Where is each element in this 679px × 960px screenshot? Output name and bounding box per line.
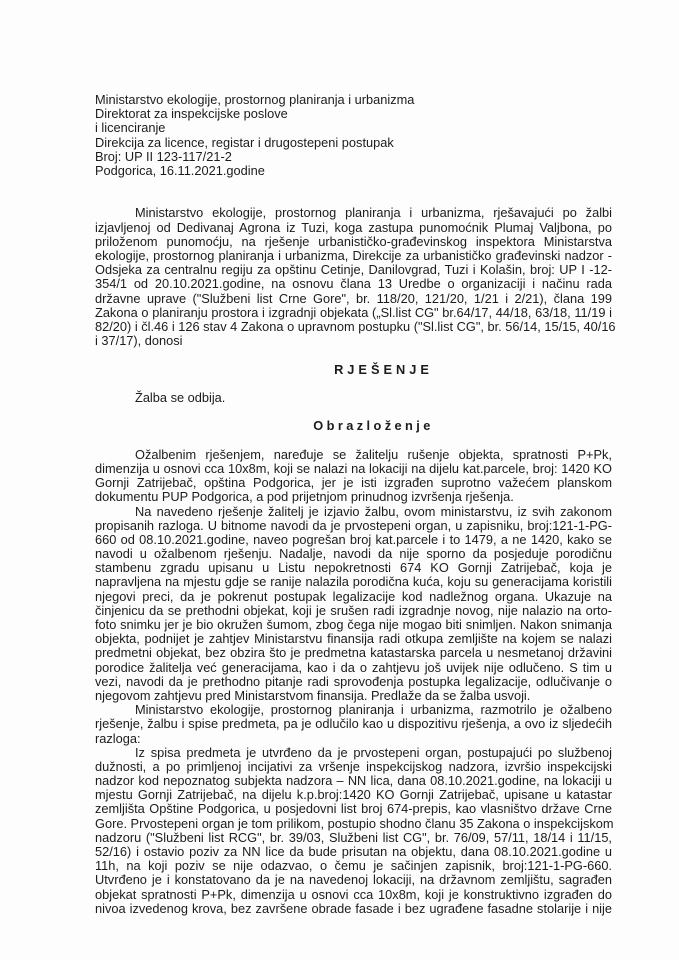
text-line: nadzor kod nepoznatog subjekta nadzora – NN lica, dana 08.10.2021.godine, na lokaciji u: [95, 773, 612, 789]
letterhead-line: Direktorat za inspekcijske poslove: [95, 106, 288, 122]
text-line: Odsjeka za centralnu regiju za opštinu Cetinje, Danilovgrad, Tuzi i Kolašin, broj: UP I -12-: [95, 262, 612, 278]
text-line: i 37/17), donosi: [95, 333, 183, 349]
text-line: 82/20) i čl.46 i 126 stav 4 Zakona o upravnom postupku ("Sl.list CG", br. 56/14, 15/15, 40/16: [95, 318, 616, 334]
text-line: zemljišta Opštine Podgorica, u posjedovni list broj 674-prepis, kao vlasništvo države Crne: [95, 801, 612, 817]
text-line: foto snimku jer je bio okružen šumom, zbog čega nije mogao biti snimljen. Nakon snimanja: [95, 617, 612, 633]
text-line: Ožalbenim rješenjem, naređuje se žalitelju rušenje objekta, spratnosti P+Pk,: [135, 446, 612, 462]
text-line: napravljena na mjestu gdje se ranije nalazila porodična kuća, koju su generacijama koristili: [95, 574, 612, 590]
text-line: Gore. Prvostepeni organ je tom prilikom, postupio shodno članu 35 Zakona o inspekcijskom: [95, 815, 614, 831]
text-line: Iz spisa predmeta je utvrđeno da je prvostepeni organ, postupajući po službenoj: [135, 744, 612, 760]
decision-title: RJEŠENJE: [334, 361, 433, 377]
intro-paragraph: [95, 205, 616, 349]
letterhead-line: Direkcija za licence, registar i drugostepeni postupak: [95, 134, 394, 150]
text-line: objekta, podnijet je zahtjev Ministarstvu finansija radi otkupa zemljište na kojem se nalazi: [95, 631, 612, 647]
text-line: dužnosti, a po primljenoj incijativi za vršenje inspekcijskog nadzora, izvršio inspekcijski: [95, 758, 612, 774]
text-line: 11h, na koji poziv se nije odazvao, o čemu je sačinjen zapisnik, broj:121-1-PG-660.: [95, 858, 612, 874]
text-line: Ministarstvo ekologije, prostornog planiranja i urbanizma, rješavajući po žalbi: [135, 205, 612, 221]
text-line: objekat spratnosti P+Pk, dimenzija u osnovi cca 10x8m, koji je konstruktivno izgrađen do: [95, 886, 612, 902]
text-line: dimenzija u osnovi cca 10x8m, koji se nalazi na lokaciji na dijelu kat.parcele, broj: 1420 KO: [95, 460, 612, 476]
text-line: stambenu zgradu upisanu u Listu nepokretnosti 674 KO Gornji Zatrijebač, koja je: [95, 560, 612, 576]
letterhead-line: Broj: UP II 123-117/21-2: [95, 148, 232, 164]
decision-text: Žalba se odbija.: [135, 390, 226, 405]
text-line: rješenje, žalbu i spise predmeta, pa je odlučilo kao u dispozitivu rješenja, a ovo iz sljedećih: [95, 716, 612, 732]
text-line: 52/16) i ostavio poziv za NN lice da bude prisutan na objektu, dana 08.10.2021.godine u: [95, 844, 612, 860]
text-line: Zakona o planiranju prostora i izgradnji objekata („Sl.list CG" br.64/17, 44/18, 63/18, 11/19 i: [95, 304, 612, 320]
paragraph: [95, 505, 612, 704]
letterhead: [95, 93, 612, 178]
text-line: nivoa izvedenog krova, bez završene obrade fasade i bez ugrađene fasadne stolarije i nije: [95, 900, 612, 916]
letterhead-line: Ministarstvo ekologije, prostornog planiranja i urbanizma: [95, 92, 415, 107]
letterhead-line: Podgorica, 16.11.2021.godine: [95, 162, 265, 178]
text-line: dokumentu PUP Podgorica, a pod prijetnjom prinudnog izvršenja rješenja.: [95, 489, 514, 505]
text-line: činjenicu da se prethodni objekat, koji je srušen radi izgradnje novog, nije nalazio na orto-: [95, 602, 612, 618]
letterhead-line: i licenciranje: [95, 120, 166, 136]
text-line: njegovom zahtjevu pred Ministarstvom finansija. Predlaže da se žalba usvoji.: [95, 687, 531, 703]
text-line: njegovi preci, da je pokrenut postupak legalizacije kod nadležnog organa. Ukazuje na: [95, 588, 612, 604]
text-line: ekologije, prostornog planiranja i urbanizma, Direkcije za urbanističko građevinski nadzor -: [95, 247, 612, 263]
text-line: državne uprave ("Službeni list Crne Gore", br. 118/20, 121/20, 1/21 i 2/21), člana 199: [95, 290, 612, 306]
text-line: Na navedeno rješenje žalitelj je izjavio žalbu, ovom ministarstvu, iz svih zakonom: [135, 503, 612, 519]
reasoning-title: Obrazloženje: [313, 418, 434, 434]
text-line: nadzoru ("Službeni list RCG", br. 39/03, Službeni list CG", br. 76/09, 57/11, 18/14 i 11/15,: [95, 829, 612, 845]
text-line: 660 od 08.10.2021.godine, naveo pogrešan broj kat.parcele i to 1479, a ne 1420, kako se: [95, 531, 612, 547]
text-line: Gornji Zatrijebač, opština Podgorica, jer je isti izgrađen suprotno važećem planskom: [95, 475, 612, 491]
text-line: priloženom punomoćju, na rješenje urbanističko-građevinskog inspektora Ministarstva: [95, 233, 612, 249]
text-line: razloga:: [95, 730, 141, 746]
text-line: vezi, navodi da je prethodno pitanje radi sprovođenja postupka legalizacije, odlučivanje o: [95, 673, 612, 689]
text-line: mjestu Gornji Zatrijebač, na dijelu k.p.broj:1420 KO Gornji Zatrijebač, upisane u katastar: [95, 787, 612, 803]
paragraph: [95, 746, 612, 916]
text-line: navodi u ožalbenom rješenju. Nadalje, navodi da nije sporno da posjeduje porodičnu: [95, 546, 612, 562]
text-line: porodice žalitelja već generacijama, kao i da o zahtjevu još uvijek nije odlučeno. S tim u: [95, 659, 612, 675]
text-line: 354/1 od 20.10.2021.godine, na osnovu člana 13 Uredbe o organizaciji i načinu rada: [95, 276, 612, 292]
text-line: Ministarstvo ekologije, prostornog planiranja i urbanizma, razmotrilo je ožalbeno: [135, 702, 612, 718]
text-line: predmetni objekat, bez obzira što je predmetna katastarska parcela u nesmetanoj državini: [95, 645, 612, 661]
text-line: propisanih razloga. U bitnome navodi da je prvostepeni organ, u zapisniku, broj:121-1-PG-: [95, 517, 612, 533]
reasoning-body: [95, 448, 612, 916]
text-line: izjavljenoj od Dedivanaj Agrona iz Tuzi, koga zastupa punomoćnik Plumaj Valjbona, po: [95, 219, 612, 235]
paragraph: [95, 703, 612, 746]
paragraph: [95, 448, 612, 505]
text-line: Utvrđeno je i konstatovano da je na navedenoj lokaciji, na državnom zemljištu, sagrađen: [95, 872, 612, 888]
